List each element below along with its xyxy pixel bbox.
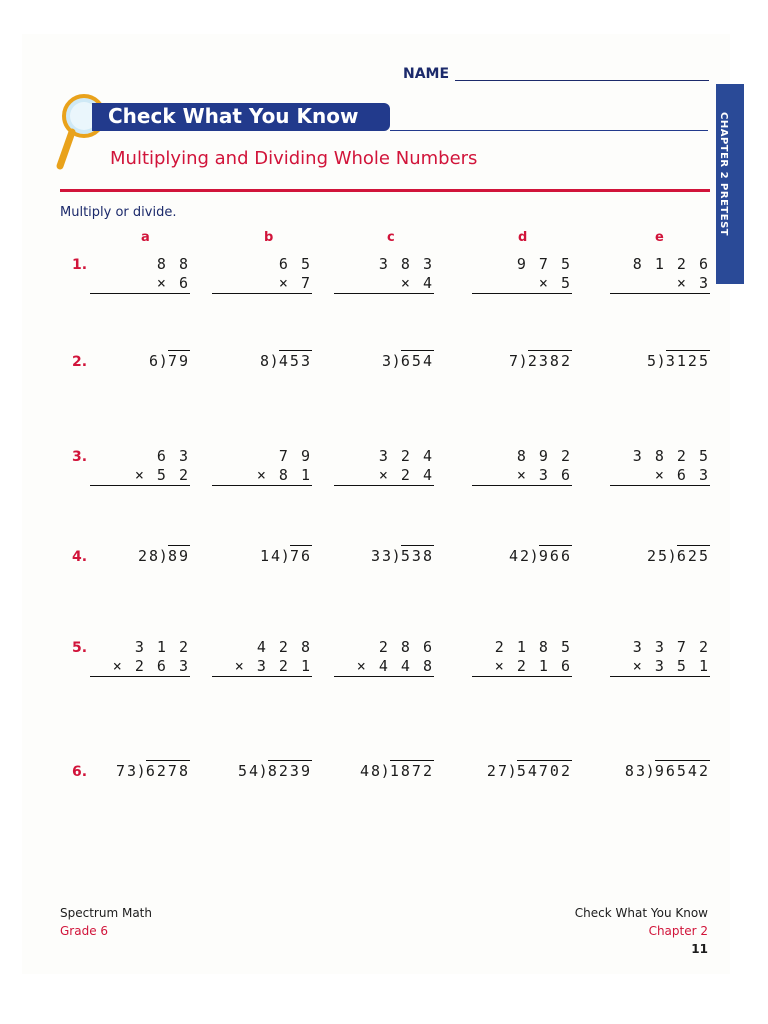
- multiplier: × 5: [472, 274, 572, 294]
- divisor: 28: [138, 547, 161, 565]
- multiplication-problem: [90, 638, 190, 677]
- dividend: 538: [400, 547, 434, 565]
- multiplier: × 3 6: [472, 466, 572, 486]
- column-letter-b: b: [264, 230, 274, 245]
- division-bracket-icon: ): [160, 352, 168, 370]
- worksheet-page: [22, 34, 730, 974]
- multiplication-problem: [334, 638, 434, 677]
- multiplicand: 6 5: [278, 255, 312, 273]
- multiplicand: 3 2 4: [378, 447, 434, 465]
- division-problem: [360, 762, 434, 780]
- division-bracket-icon: ): [508, 762, 517, 780]
- division-problem: [625, 762, 710, 780]
- multiplier: × 3 2 1: [212, 657, 312, 677]
- multiplicand: 7 9: [278, 447, 312, 465]
- multiplicand: 8 1 2 6: [632, 255, 710, 273]
- multiplier: × 6: [90, 274, 190, 294]
- header-divider: [60, 189, 710, 192]
- multiplier: × 4 4 8: [334, 657, 434, 677]
- name-input-line[interactable]: [455, 80, 709, 81]
- division-bracket-icon: ): [393, 352, 401, 370]
- multiplier: × 8 1: [212, 466, 312, 486]
- multiplicand: 3 8 3: [378, 255, 434, 273]
- multiplicand: 3 3 7 2: [632, 638, 710, 656]
- divisor: 3: [382, 352, 394, 370]
- division-problem: [238, 762, 312, 780]
- dividend: 89: [167, 547, 190, 565]
- page-number: 11: [691, 942, 708, 956]
- column-letter-a: a: [141, 230, 150, 245]
- divisor: 27: [486, 762, 509, 780]
- chapter-side-tab: [716, 84, 744, 284]
- multiplication-problem: [610, 638, 710, 677]
- division-problem: [509, 352, 572, 370]
- division-bracket-icon: ): [531, 547, 539, 565]
- multiplicand: 2 1 8 5: [494, 638, 572, 656]
- division-bracket-icon: ): [669, 547, 677, 565]
- page-title: Check What You Know: [108, 104, 359, 128]
- multiplication-problem: [334, 255, 434, 294]
- dividend: 3125: [665, 352, 710, 370]
- division-bracket-icon: ): [282, 547, 290, 565]
- problem-row-number: 1.: [72, 257, 88, 273]
- divisor: 25: [646, 547, 670, 565]
- problem-row-number: 3.: [72, 449, 88, 465]
- division-bracket-icon: ): [646, 762, 655, 780]
- multiplication-problem: [212, 447, 312, 486]
- multiplicand: 6 3: [156, 447, 190, 465]
- division-problem: [138, 547, 190, 565]
- divisor: 5: [646, 352, 659, 370]
- dividend: 76: [289, 547, 312, 565]
- division-problem: [647, 352, 710, 370]
- divisor: 14: [260, 547, 283, 565]
- problem-row-number: 4.: [72, 549, 88, 565]
- multiplier: × 2 4: [334, 466, 434, 486]
- problem-row-number: 2.: [72, 354, 88, 370]
- multiplication-problem: [334, 447, 434, 486]
- side-tab-label: CHAPTER 2 PRETEST: [718, 112, 729, 237]
- divisor: 48: [359, 762, 383, 780]
- multiplicand: 2 8 6: [378, 638, 434, 656]
- multiplication-problem: [472, 638, 572, 677]
- divisor: 54: [237, 762, 261, 780]
- division-problem: [487, 762, 572, 780]
- multiplication-problem: [90, 447, 190, 486]
- multiplicand: 3 8 2 5: [632, 447, 710, 465]
- division-problem: [647, 547, 710, 565]
- multiplier: × 6 3: [610, 466, 710, 486]
- multiplier: × 4: [334, 274, 434, 294]
- multiplication-problem: [212, 638, 312, 677]
- multiplication-problem: [212, 255, 312, 294]
- multiplier: × 3: [610, 274, 710, 294]
- divisor: 83: [624, 762, 647, 780]
- multiplier: × 2 1 6: [472, 657, 572, 677]
- multiplicand: 4 2 8: [256, 638, 312, 656]
- divisor: 8: [260, 352, 272, 370]
- dividend: 453: [278, 352, 312, 370]
- problem-row-number: 5.: [72, 640, 88, 656]
- column-letter-e: e: [655, 230, 664, 245]
- dividend: 79: [167, 352, 190, 370]
- division-problem: [371, 547, 434, 565]
- dividend: 8239: [267, 762, 312, 780]
- division-bracket-icon: ): [520, 352, 528, 370]
- multiplier: × 7: [212, 274, 312, 294]
- multiplier: × 2 6 3: [90, 657, 190, 677]
- division-problem: [116, 762, 190, 780]
- column-letter-c: c: [387, 230, 395, 245]
- multiplicand: 8 9 2: [516, 447, 572, 465]
- dividend: 2382: [527, 352, 572, 370]
- division-bracket-icon: ): [393, 547, 401, 565]
- instructions: Multiply or divide.: [60, 205, 177, 220]
- multiplicand: 8 8: [156, 255, 190, 273]
- multiplication-problem: [472, 447, 572, 486]
- divisor: 7: [508, 352, 521, 370]
- dividend: 54702: [516, 762, 572, 780]
- column-letter-d: d: [518, 230, 528, 245]
- footer-chapter: Chapter 2: [648, 924, 708, 938]
- footer-grade: Grade 6: [60, 924, 109, 938]
- divisor: 33: [370, 547, 394, 565]
- title-underline: [390, 130, 708, 131]
- multiplicand: 9 7 5: [516, 255, 572, 273]
- dividend: 6278: [145, 762, 190, 780]
- name-label: NAME: [403, 66, 450, 82]
- divisor: 42: [508, 547, 532, 565]
- multiplier: × 3 5 1: [610, 657, 710, 677]
- footer-section: Check What You Know: [574, 906, 708, 920]
- dividend: 96542: [654, 762, 710, 780]
- division-problem: [509, 547, 572, 565]
- dividend: 654: [400, 352, 434, 370]
- division-problem: [260, 547, 312, 565]
- divisor: 6: [149, 352, 161, 370]
- dividend: 966: [538, 547, 572, 565]
- division-bracket-icon: ): [658, 352, 666, 370]
- division-problem: [149, 352, 190, 370]
- footer-series: Spectrum Math: [60, 906, 152, 920]
- division-bracket-icon: ): [260, 762, 268, 780]
- division-bracket-icon: ): [271, 352, 279, 370]
- dividend: 1872: [389, 762, 434, 780]
- multiplicand: 3 1 2: [134, 638, 190, 656]
- division-bracket-icon: ): [160, 547, 168, 565]
- division-bracket-icon: ): [138, 762, 146, 780]
- divisor: 73: [115, 762, 139, 780]
- multiplication-problem: [90, 255, 190, 294]
- division-problem: [260, 352, 312, 370]
- multiplication-problem: [610, 447, 710, 486]
- division-problem: [382, 352, 434, 370]
- problem-row-number: 6.: [72, 764, 88, 780]
- multiplication-problem: [472, 255, 572, 294]
- multiplier: × 5 2: [90, 466, 190, 486]
- multiplication-problem: [610, 255, 710, 294]
- dividend: 625: [676, 547, 710, 565]
- page-subtitle: Multiplying and Dividing Whole Numbers: [110, 148, 478, 169]
- division-bracket-icon: ): [382, 762, 390, 780]
